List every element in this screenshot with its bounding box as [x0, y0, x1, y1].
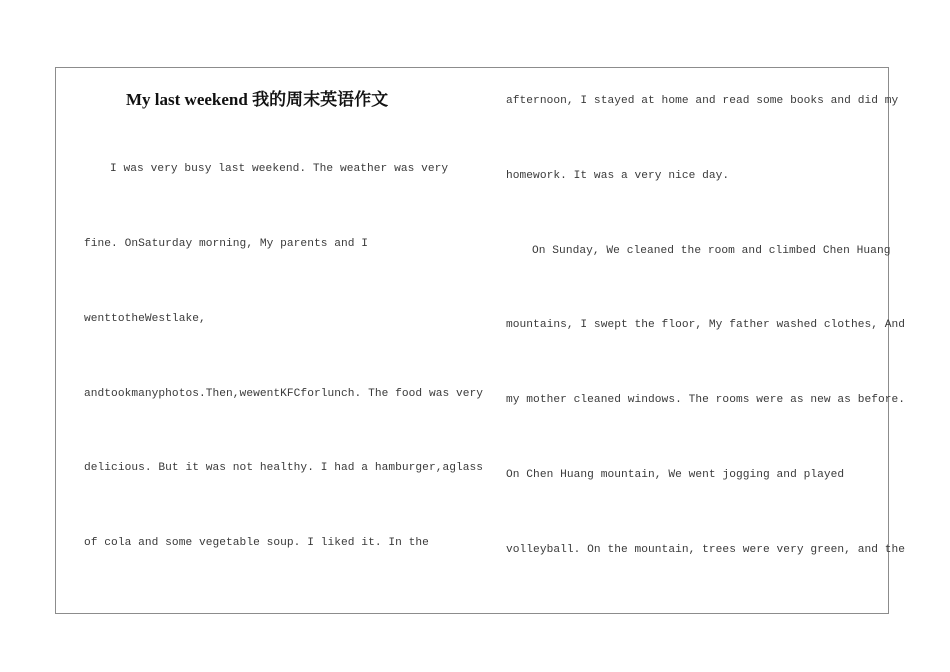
- document-title: My last weekend 我的周末英语作文: [126, 90, 389, 109]
- right-line-2: homework. It was a very nice day.: [506, 170, 730, 182]
- right-line-3: On Sunday, We cleaned the room and climbed Chen Huang: [532, 245, 891, 257]
- document-page: [55, 67, 889, 614]
- right-line-1: afternoon, I stayed at home and read some books and did my: [506, 95, 899, 107]
- left-line-5: delicious. But it was not healthy. I had a hamburger,aglass: [84, 462, 484, 474]
- left-line-3: wenttotheWestlake,: [84, 313, 206, 325]
- right-line-6: On Chen Huang mountain, We went jogging and played: [506, 469, 845, 481]
- left-line-2: fine. OnSaturday morning, My parents and I: [84, 238, 369, 250]
- right-line-7: volleyball. On the mountain, trees were very green, and the: [506, 544, 906, 556]
- left-line-6: of cola and some vegetable soup. I liked it. In the: [84, 537, 429, 549]
- left-line-1: I was very busy last weekend. The weather was very: [110, 163, 449, 175]
- left-line-4: andtookmanyphotos.Then,wewentKFCforlunch. The food was very: [84, 388, 484, 400]
- right-line-4: mountains, I swept the floor, My father washed clothes, And: [506, 319, 906, 331]
- right-line-5: my mother cleaned windows. The rooms were as new as before.: [506, 394, 906, 406]
